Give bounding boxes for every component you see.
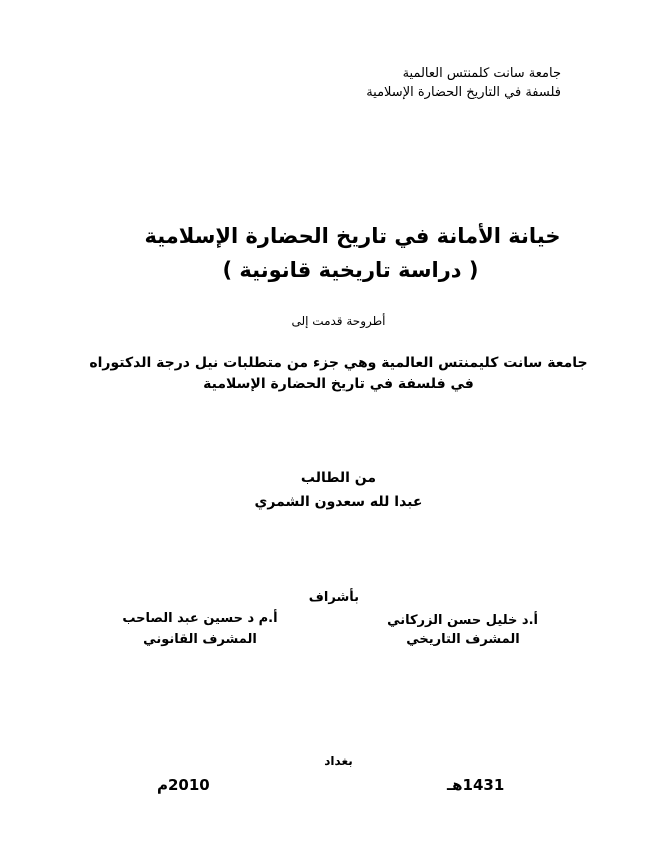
student-name: عبدا لله سعدون الشمري xyxy=(254,494,423,510)
university-statement-line2: في فلسفة في تاريخ الحضارة الإسلامية xyxy=(203,376,474,392)
supervisor1-name: أ.د خليل حسن الزركاني xyxy=(387,613,538,628)
year-hijri: 1431هـ xyxy=(447,776,505,794)
presented-to-label: أطروحة قدمت إلى xyxy=(291,314,386,328)
university-statement-line1: جامعة سانت كليمنتس العالمية وهي جزء من متطلبات نيل درجة الدكتوراه xyxy=(89,355,588,371)
department-header: فلسفة في التاريخ الحضارة الإسلامية xyxy=(366,85,561,100)
thesis-title: خيانة الأمانة في تاريخ الحضارة الإسلامية xyxy=(144,224,561,248)
year-gregorian: 2010م xyxy=(157,776,210,794)
supervisor2-role: المشرف القانوني xyxy=(143,632,257,647)
supervision-label: بأشراف xyxy=(308,590,359,605)
university-header: جامعة سانت كلمنتس العالمية xyxy=(402,66,561,81)
city: بغداد xyxy=(324,754,353,768)
supervisor2-name: أ.م د حسين عبد الصاحب xyxy=(122,611,278,626)
supervisor1-role: المشرف التاريخي xyxy=(406,632,520,647)
thesis-subtitle: ( دراسة تاريخية قانونية ) xyxy=(222,258,479,282)
student-label: من الطالب xyxy=(300,470,377,486)
